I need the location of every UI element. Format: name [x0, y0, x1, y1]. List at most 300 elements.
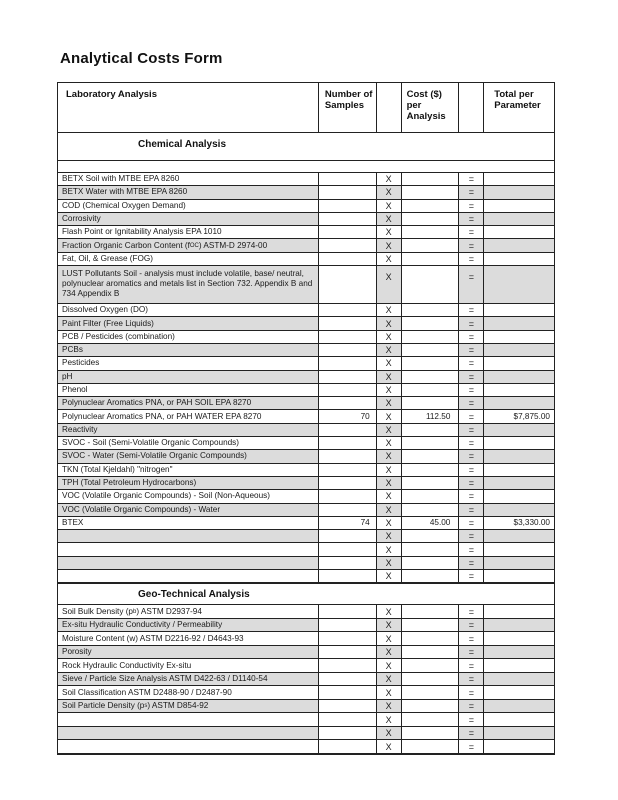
- number-of-samples-field[interactable]: [319, 317, 377, 329]
- analytical-costs-table: [57, 82, 555, 755]
- header-number-of-samples: [319, 83, 377, 132]
- analysis-label: SVOC - Water (Semi-Volatile Organic Compounds): [58, 450, 319, 462]
- multiply-sign: X: [377, 186, 402, 198]
- total-per-parameter-field[interactable]: [484, 659, 554, 672]
- number-of-samples-field[interactable]: [319, 543, 377, 555]
- table-row: [58, 331, 554, 344]
- equals-sign: =: [459, 646, 484, 659]
- equals-sign: =: [459, 424, 484, 436]
- analysis-label: BTEX: [58, 517, 319, 529]
- cost-per-analysis-field[interactable]: [402, 371, 460, 383]
- equals-sign: =: [459, 186, 484, 198]
- table-row: [58, 317, 554, 330]
- cost-per-analysis-field[interactable]: [402, 344, 460, 356]
- number-of-samples-field[interactable]: [319, 239, 377, 251]
- table-row: [58, 530, 554, 543]
- cost-per-analysis-field[interactable]: [402, 266, 460, 303]
- multiply-sign: X: [377, 304, 402, 316]
- multiply-sign: X: [377, 226, 402, 238]
- number-of-samples-field[interactable]: [319, 530, 377, 542]
- analysis-label: Reactivity: [58, 424, 319, 436]
- multiply-sign: X: [377, 450, 402, 462]
- total-per-parameter-field[interactable]: [484, 632, 554, 645]
- number-of-samples-field[interactable]: [319, 397, 377, 409]
- number-of-samples-field[interactable]: [319, 450, 377, 462]
- analysis-label: VOC (Volatile Organic Compounds) - Soil (Non-Aqueous): [58, 490, 319, 502]
- analysis-label: [58, 713, 319, 726]
- total-per-parameter-field[interactable]: [484, 490, 554, 502]
- multiply-sign: X: [377, 504, 402, 516]
- table-row: [58, 490, 554, 503]
- cost-per-analysis-field[interactable]: [402, 200, 460, 212]
- cost-per-analysis-field[interactable]: [402, 304, 460, 316]
- equals-sign: =: [459, 557, 484, 569]
- header-analysis: Laboratory Analysis: [58, 83, 319, 132]
- number-of-samples-field[interactable]: [319, 605, 377, 618]
- equals-sign: =: [459, 173, 484, 185]
- table-row: [58, 727, 554, 741]
- analysis-label: Soil Classification ASTM D2488-90 / D2487-90: [58, 686, 319, 699]
- number-of-samples-field[interactable]: [319, 226, 377, 238]
- equals-sign: =: [459, 200, 484, 212]
- table-row: [58, 477, 554, 490]
- multiply-sign: X: [377, 397, 402, 409]
- cost-per-analysis-field[interactable]: [402, 543, 460, 555]
- number-of-samples-field[interactable]: [319, 619, 377, 632]
- cost-per-analysis-field[interactable]: [402, 173, 460, 185]
- multiply-sign: X: [377, 700, 402, 713]
- number-of-samples-field[interactable]: [319, 371, 377, 383]
- multiply-sign: X: [377, 673, 402, 686]
- cost-per-analysis-field[interactable]: [402, 331, 460, 343]
- equals-sign: =: [459, 410, 484, 422]
- cost-per-analysis-field[interactable]: [402, 186, 460, 198]
- analysis-label: [58, 605, 319, 618]
- number-of-samples-field[interactable]: [319, 632, 377, 645]
- cost-per-analysis-field[interactable]: [402, 437, 460, 449]
- table-header: [58, 83, 554, 133]
- number-of-samples-field[interactable]: [319, 213, 377, 225]
- total-per-parameter-field[interactable]: [484, 646, 554, 659]
- analysis-label: [58, 700, 319, 713]
- multiply-sign: X: [377, 410, 402, 422]
- multiply-sign: X: [377, 517, 402, 529]
- equals-sign: =: [459, 740, 484, 753]
- cost-per-analysis-field[interactable]: [402, 464, 460, 476]
- table-row: [58, 266, 554, 304]
- total-per-parameter-field[interactable]: [484, 371, 554, 383]
- table-row: [58, 384, 554, 397]
- cost-per-analysis-field[interactable]: [402, 317, 460, 329]
- analysis-label-text-after: ) ASTM D2937-94: [136, 606, 202, 616]
- table-row: [58, 686, 554, 700]
- number-of-samples-field[interactable]: [319, 673, 377, 686]
- analysis-label: [58, 543, 319, 555]
- analysis-label: Dissolved Oxygen (DO): [58, 304, 319, 316]
- cost-per-analysis-field[interactable]: [402, 397, 460, 409]
- total-per-parameter-field[interactable]: [484, 384, 554, 396]
- table-row: [58, 397, 554, 410]
- cost-per-analysis-field[interactable]: [402, 557, 460, 569]
- multiply-sign: X: [377, 477, 402, 489]
- number-of-samples-field[interactable]: [319, 304, 377, 316]
- table-row: [58, 543, 554, 556]
- geo-rows: [58, 605, 554, 754]
- number-of-samples-field[interactable]: [319, 740, 377, 753]
- table-row: [58, 659, 554, 673]
- total-per-parameter-field[interactable]: [484, 504, 554, 516]
- equals-sign: =: [459, 686, 484, 699]
- equals-sign: =: [459, 700, 484, 713]
- equals-sign: =: [459, 477, 484, 489]
- number-of-samples-field[interactable]: [319, 200, 377, 212]
- total-per-parameter-field[interactable]: [484, 740, 554, 753]
- number-of-samples-field[interactable]: [319, 686, 377, 699]
- header-cost-line1: Cost ($) per: [406, 89, 442, 111]
- table-row: [58, 437, 554, 450]
- cost-per-analysis-field[interactable]: [402, 646, 460, 659]
- number-of-samples-field[interactable]: [319, 464, 377, 476]
- total-per-parameter-field[interactable]: [484, 570, 554, 582]
- header-total-line1: Total per: [494, 89, 534, 100]
- equals-sign: =: [459, 437, 484, 449]
- equals-sign: =: [459, 619, 484, 632]
- table-row: [58, 253, 554, 266]
- equals-sign: =: [459, 253, 484, 265]
- total-per-parameter-field[interactable]: [484, 686, 554, 699]
- analysis-label: Polynuclear Aromatics PNA, or PAH SOIL EPA 8270: [58, 397, 319, 409]
- header-total-line2: Parameter: [494, 100, 541, 111]
- multiply-sign: X: [377, 570, 402, 582]
- cost-per-analysis-field[interactable]: [402, 477, 460, 489]
- cost-per-analysis-field[interactable]: [402, 727, 460, 740]
- analysis-label: [58, 530, 319, 542]
- table-row: [58, 673, 554, 687]
- analysis-label: Paint Filter (Free Liquids): [58, 317, 319, 329]
- analysis-label: [58, 239, 319, 251]
- total-per-parameter-field[interactable]: [484, 344, 554, 356]
- equals-sign: =: [459, 504, 484, 516]
- multiply-sign: X: [377, 632, 402, 645]
- total-per-parameter-field[interactable]: [484, 304, 554, 316]
- analysis-label: BETX Water with MTBE EPA 8260: [58, 186, 319, 198]
- total-per-parameter-field[interactable]: [484, 213, 554, 225]
- analysis-label: [58, 740, 319, 753]
- multiply-sign: X: [377, 490, 402, 502]
- cost-per-analysis-field[interactable]: [402, 700, 460, 713]
- equals-sign: =: [459, 659, 484, 672]
- multiply-sign: X: [377, 213, 402, 225]
- equals-sign: =: [459, 213, 484, 225]
- multiply-sign: X: [377, 464, 402, 476]
- total-per-parameter-field[interactable]: [484, 239, 554, 251]
- total-per-parameter-field[interactable]: $7,875.00: [513, 411, 550, 421]
- total-per-parameter-field[interactable]: [484, 543, 554, 555]
- multiply-sign: X: [377, 713, 402, 726]
- total-per-parameter-field[interactable]: [484, 357, 554, 369]
- equals-sign: =: [459, 530, 484, 542]
- table-row: [58, 344, 554, 357]
- multiply-sign: X: [377, 605, 402, 618]
- analysis-label-text-after: ) ASTM D854-92: [147, 701, 209, 711]
- equals-sign: =: [459, 304, 484, 316]
- total-per-parameter-field[interactable]: [484, 450, 554, 462]
- multiply-sign: X: [377, 357, 402, 369]
- number-of-samples-field[interactable]: [319, 266, 377, 303]
- equals-sign: =: [459, 570, 484, 582]
- table-row: [58, 605, 554, 619]
- chemical-section-heading: [58, 133, 554, 161]
- total-per-parameter-field[interactable]: [484, 437, 554, 449]
- number-of-samples-field[interactable]: [319, 504, 377, 516]
- analysis-label: Polynuclear Aromatics PNA, or PAH WATER EPA 8270: [58, 410, 319, 422]
- multiply-sign: X: [377, 200, 402, 212]
- total-per-parameter-field[interactable]: [484, 605, 554, 618]
- total-per-parameter-field[interactable]: [484, 186, 554, 198]
- table-row: [58, 371, 554, 384]
- table-row: [58, 632, 554, 646]
- multiply-sign: X: [377, 173, 402, 185]
- number-of-samples-field[interactable]: [319, 477, 377, 489]
- cost-per-analysis-field[interactable]: 112.50: [402, 410, 460, 422]
- table-row: [58, 226, 554, 239]
- number-of-samples-field[interactable]: [319, 659, 377, 672]
- total-per-parameter-field[interactable]: [484, 700, 554, 713]
- equals-sign: =: [459, 673, 484, 686]
- table-row: [58, 713, 554, 727]
- analysis-label-text: Soil Bulk Density (p: [62, 606, 133, 616]
- cost-per-analysis-field[interactable]: [402, 673, 460, 686]
- total-per-parameter-field[interactable]: [484, 200, 554, 212]
- total-per-parameter-field[interactable]: [484, 226, 554, 238]
- analysis-label: LUST Pollutants Soil - analysis must include volatile, base/ neutral, polynuclear aromatics and metals list in Section 732. Appendix B and 734 Appendix B: [58, 266, 319, 303]
- equals-sign: =: [459, 371, 484, 383]
- analysis-label-text: Soil Particle Density (p: [62, 701, 145, 711]
- table-row: [58, 504, 554, 517]
- equals-sign: =: [459, 226, 484, 238]
- cost-per-analysis-field[interactable]: [402, 357, 460, 369]
- multiply-sign: X: [377, 686, 402, 699]
- analysis-label-subscript: b: [133, 608, 137, 615]
- equals-sign: =: [459, 517, 484, 529]
- analysis-label: SVOC - Soil (Semi-Volatile Organic Compounds): [58, 437, 319, 449]
- header-equals-col: [459, 83, 484, 132]
- equals-sign: =: [459, 317, 484, 329]
- analysis-label: Porosity: [58, 646, 319, 659]
- number-of-samples-field[interactable]: [319, 384, 377, 396]
- total-per-parameter-field[interactable]: [484, 713, 554, 726]
- analysis-label: [58, 570, 319, 582]
- table-row: [58, 213, 554, 226]
- header-cost-per-analysis: [402, 83, 460, 132]
- header-number-line2: Samples: [324, 100, 364, 111]
- equals-sign: =: [459, 266, 484, 303]
- total-per-parameter-field[interactable]: [484, 266, 554, 303]
- equals-sign: =: [459, 490, 484, 502]
- multiply-sign: X: [377, 344, 402, 356]
- analysis-label: VOC (Volatile Organic Compounds) - Water: [58, 504, 319, 516]
- analysis-label: BETX Soil with MTBE EPA 8260: [58, 173, 319, 185]
- equals-sign: =: [459, 543, 484, 555]
- table-row: [58, 517, 554, 530]
- analysis-label: PCB / Pesticides (combination): [58, 331, 319, 343]
- multiply-sign: X: [377, 530, 402, 542]
- analysis-label: Flash Point or Ignitability Analysis EPA 1010: [58, 226, 319, 238]
- cost-per-analysis-field[interactable]: [402, 605, 460, 618]
- number-of-samples-field[interactable]: [319, 253, 377, 265]
- number-of-samples-field[interactable]: [319, 173, 377, 185]
- multiply-sign: X: [377, 740, 402, 753]
- header-number-line1: Number of: [324, 89, 373, 100]
- analysis-label-text-after: ) ASTM-D 2974-00: [198, 240, 268, 250]
- multiply-sign: X: [377, 437, 402, 449]
- total-per-parameter-field[interactable]: [484, 727, 554, 740]
- total-per-parameter-field[interactable]: [484, 464, 554, 476]
- number-of-samples-field[interactable]: [319, 727, 377, 740]
- header-multiply-col: [377, 83, 402, 132]
- analysis-label: Fat, Oil, & Grease (FOG): [58, 253, 319, 265]
- table-row: [58, 410, 554, 423]
- table-row: [58, 557, 554, 570]
- analysis-label: pH: [58, 371, 319, 383]
- number-of-samples-field[interactable]: [319, 713, 377, 726]
- table-row: [58, 646, 554, 660]
- cost-per-analysis-field[interactable]: [402, 619, 460, 632]
- total-per-parameter-field[interactable]: [484, 397, 554, 409]
- analysis-label: [58, 557, 319, 569]
- analysis-label-subscript: OC: [189, 242, 199, 249]
- table-row: [58, 619, 554, 633]
- number-of-samples-field[interactable]: [319, 186, 377, 198]
- table-row: [58, 464, 554, 477]
- number-of-samples-field[interactable]: [319, 700, 377, 713]
- analysis-label: Pesticides: [58, 357, 319, 369]
- analysis-label: TPH (Total Petroleum Hydrocarbons): [58, 477, 319, 489]
- multiply-sign: X: [377, 253, 402, 265]
- equals-sign: =: [459, 450, 484, 462]
- cost-per-analysis-field[interactable]: [402, 490, 460, 502]
- total-per-parameter-field[interactable]: [484, 317, 554, 329]
- multiply-sign: X: [377, 384, 402, 396]
- analysis-label: [58, 727, 319, 740]
- equals-sign: =: [459, 713, 484, 726]
- table-row: [58, 570, 554, 583]
- multiply-sign: X: [377, 659, 402, 672]
- total-per-parameter-field[interactable]: $3,330.00: [513, 517, 550, 527]
- total-per-parameter-field[interactable]: [484, 331, 554, 343]
- table-row: [58, 200, 554, 213]
- equals-sign: =: [459, 239, 484, 251]
- cost-per-analysis-field[interactable]: [402, 632, 460, 645]
- table-row: [58, 700, 554, 714]
- number-of-samples-field[interactable]: [319, 437, 377, 449]
- header-total-per-parameter: [484, 83, 554, 132]
- total-per-parameter-field[interactable]: [484, 477, 554, 489]
- multiply-sign: X: [377, 239, 402, 251]
- table-row: [58, 740, 554, 754]
- equals-sign: =: [459, 384, 484, 396]
- multiply-sign: X: [377, 619, 402, 632]
- cost-per-analysis-field[interactable]: [402, 570, 460, 582]
- section-spacer: [58, 161, 554, 173]
- multiply-sign: X: [377, 424, 402, 436]
- number-of-samples-field[interactable]: [319, 357, 377, 369]
- total-per-parameter-field[interactable]: [484, 673, 554, 686]
- total-per-parameter-field[interactable]: [484, 424, 554, 436]
- equals-sign: =: [459, 331, 484, 343]
- analysis-label: TKN (Total Kjeldahl) "nitrogen": [58, 464, 319, 476]
- equals-sign: =: [459, 727, 484, 740]
- multiply-sign: X: [377, 557, 402, 569]
- analysis-label: Moisture Content (w) ASTM D2216-92 / D4643-93: [58, 632, 319, 645]
- total-per-parameter-field[interactable]: [484, 253, 554, 265]
- analysis-label: PCBs: [58, 344, 319, 356]
- table-row: [58, 173, 554, 186]
- cost-per-analysis-field[interactable]: [402, 530, 460, 542]
- number-of-samples-field[interactable]: [319, 344, 377, 356]
- analysis-label-subscript: s: [144, 703, 148, 710]
- multiply-sign: X: [377, 266, 402, 303]
- analysis-label-text: Fraction Organic Carbon Content (f: [62, 240, 190, 250]
- cost-per-analysis-field[interactable]: [402, 740, 460, 753]
- total-per-parameter-field[interactable]: [484, 530, 554, 542]
- multiply-sign: X: [377, 371, 402, 383]
- equals-sign: =: [459, 632, 484, 645]
- number-of-samples-field[interactable]: 70: [319, 410, 377, 422]
- number-of-samples-field[interactable]: [319, 557, 377, 569]
- equals-sign: =: [459, 605, 484, 618]
- number-of-samples-field[interactable]: [319, 490, 377, 502]
- analysis-label: Ex-situ Hydraulic Conductivity / Permeability: [58, 619, 319, 632]
- cost-per-analysis-field[interactable]: [402, 424, 460, 436]
- cost-per-analysis-field[interactable]: [402, 253, 460, 265]
- number-of-samples-field[interactable]: [319, 331, 377, 343]
- analysis-label: COD (Chemical Oxygen Demand): [58, 200, 319, 212]
- equals-sign: =: [459, 357, 484, 369]
- cost-per-analysis-field[interactable]: [402, 213, 460, 225]
- chemical-section-title: Chemical Analysis: [138, 139, 227, 150]
- total-per-parameter-field[interactable]: [484, 173, 554, 185]
- cost-per-analysis-field[interactable]: [402, 226, 460, 238]
- equals-sign: =: [459, 464, 484, 476]
- geo-section-title: Geo-Technical Analysis: [138, 589, 250, 601]
- total-per-parameter-field[interactable]: [484, 557, 554, 569]
- cost-per-analysis-field[interactable]: [402, 713, 460, 726]
- table-row: [58, 450, 554, 463]
- header-cost-line2: Analysis: [406, 111, 446, 122]
- table-row: [58, 357, 554, 370]
- total-per-parameter-field[interactable]: [484, 619, 554, 632]
- table-row: [58, 304, 554, 317]
- number-of-samples-field[interactable]: [319, 570, 377, 582]
- cost-per-analysis-field[interactable]: [402, 659, 460, 672]
- analysis-label: Phenol: [58, 384, 319, 396]
- cost-per-analysis-field[interactable]: [402, 686, 460, 699]
- cost-per-analysis-field[interactable]: [402, 239, 460, 251]
- chemical-rows: [58, 173, 554, 583]
- geo-section-heading: [58, 583, 554, 605]
- multiply-sign: X: [377, 317, 402, 329]
- cost-per-analysis-field[interactable]: [402, 504, 460, 516]
- cost-per-analysis-field[interactable]: [402, 450, 460, 462]
- number-of-samples-field[interactable]: 74: [319, 517, 377, 529]
- cost-per-analysis-field[interactable]: 45.00: [402, 517, 460, 529]
- number-of-samples-field[interactable]: [319, 646, 377, 659]
- analysis-label: Rock Hydraulic Conductivity Ex-situ: [58, 659, 319, 672]
- number-of-samples-field[interactable]: [319, 424, 377, 436]
- cost-per-analysis-field[interactable]: [402, 384, 460, 396]
- page-title: Analytical Costs Form: [60, 50, 223, 67]
